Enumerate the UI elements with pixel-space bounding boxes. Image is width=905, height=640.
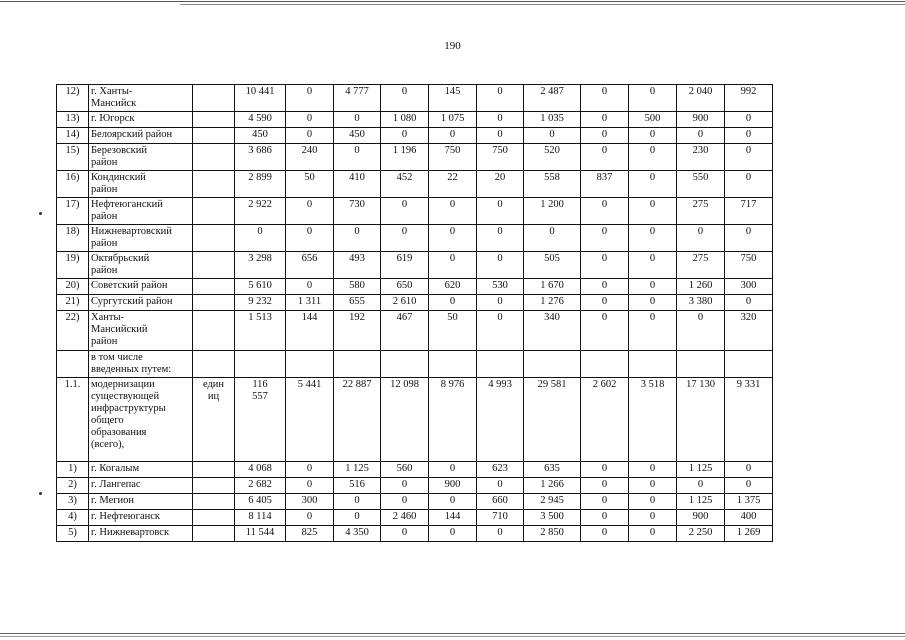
value-cell: 4 350 xyxy=(334,526,381,542)
value-cell: 20 xyxy=(477,171,524,198)
row-index: 18) xyxy=(57,225,89,252)
value-cell: 0 xyxy=(334,225,381,252)
row-unit xyxy=(193,295,235,311)
table-row xyxy=(57,225,773,252)
row-index: 4) xyxy=(57,510,89,526)
value-cell: 0 xyxy=(524,225,581,252)
value-cell: 0 xyxy=(629,85,677,112)
row-unit xyxy=(193,252,235,279)
table-row xyxy=(57,351,773,378)
value-cell xyxy=(286,351,334,378)
value-cell: 9 232 xyxy=(235,295,286,311)
value-cell: 825 xyxy=(286,526,334,542)
value-cell: 0 xyxy=(381,478,429,494)
value-cell: 0 xyxy=(725,112,773,128)
value-cell: 0 xyxy=(286,510,334,526)
value-cell: 0 xyxy=(629,128,677,144)
value-cell: 2 899 xyxy=(235,171,286,198)
value-cell: 650 xyxy=(381,279,429,295)
row-unit xyxy=(193,478,235,494)
value-cell: 500 xyxy=(629,112,677,128)
value-cell: 0 xyxy=(725,225,773,252)
value-cell xyxy=(235,351,286,378)
value-cell: 1 200 xyxy=(524,198,581,225)
value-cell: 17 130 xyxy=(677,378,725,462)
value-cell: 0 xyxy=(629,279,677,295)
value-cell: 750 xyxy=(477,144,524,171)
value-cell: 1 125 xyxy=(677,494,725,510)
value-cell: 623 xyxy=(477,462,524,478)
row-unit xyxy=(193,462,235,478)
value-cell: 2 922 xyxy=(235,198,286,225)
value-cell: 0 xyxy=(286,85,334,112)
value-cell: 1 125 xyxy=(334,462,381,478)
value-cell: 0 xyxy=(677,128,725,144)
row-name: г. Югорск xyxy=(89,112,193,128)
row-name: г. Нижневартовск xyxy=(89,526,193,542)
value-cell: 0 xyxy=(381,526,429,542)
value-cell xyxy=(381,351,429,378)
value-cell: 0 xyxy=(725,171,773,198)
value-cell: 3 500 xyxy=(524,510,581,526)
value-cell: 2 487 xyxy=(524,85,581,112)
table-row xyxy=(57,128,773,144)
data-table xyxy=(56,84,773,542)
value-cell: 520 xyxy=(524,144,581,171)
value-cell: 710 xyxy=(477,510,524,526)
value-cell: 660 xyxy=(477,494,524,510)
table-body xyxy=(57,85,773,542)
table-row xyxy=(57,478,773,494)
value-cell: 655 xyxy=(334,295,381,311)
value-cell: 0 xyxy=(581,311,629,351)
value-cell: 0 xyxy=(725,295,773,311)
row-index: 5) xyxy=(57,526,89,542)
value-cell: 560 xyxy=(381,462,429,478)
value-cell xyxy=(677,351,725,378)
value-cell: 0 xyxy=(477,295,524,311)
value-cell: 0 xyxy=(429,295,477,311)
value-cell: 0 xyxy=(629,225,677,252)
value-cell: 0 xyxy=(429,252,477,279)
value-cell: 0 xyxy=(381,494,429,510)
value-cell: 9 331 xyxy=(725,378,773,462)
table-row xyxy=(57,295,773,311)
value-cell: 340 xyxy=(524,311,581,351)
value-cell: 2 602 xyxy=(581,378,629,462)
row-unit xyxy=(193,526,235,542)
value-cell: 1 513 xyxy=(235,311,286,351)
value-cell: 0 xyxy=(477,311,524,351)
value-cell: 0 xyxy=(629,526,677,542)
value-cell: 0 xyxy=(286,128,334,144)
value-cell: 0 xyxy=(429,128,477,144)
value-cell: 0 xyxy=(581,252,629,279)
value-cell: 1 266 xyxy=(524,478,581,494)
value-cell: 50 xyxy=(429,311,477,351)
value-cell: 320 xyxy=(725,311,773,351)
value-cell: 493 xyxy=(334,252,381,279)
value-cell xyxy=(429,351,477,378)
value-cell: 0 xyxy=(334,494,381,510)
value-cell: 0 xyxy=(429,494,477,510)
value-cell: 1 260 xyxy=(677,279,725,295)
value-cell: 300 xyxy=(286,494,334,510)
scan-edge-top-inner xyxy=(180,4,905,5)
value-cell: 0 xyxy=(286,279,334,295)
margin-mark xyxy=(39,212,42,215)
row-name: Советский район xyxy=(89,279,193,295)
table-row xyxy=(57,85,773,112)
value-cell: 0 xyxy=(725,462,773,478)
value-cell: 0 xyxy=(581,510,629,526)
value-cell: 0 xyxy=(677,311,725,351)
row-name: Ханты- Мансийский район xyxy=(89,311,193,351)
row-index: 22) xyxy=(57,311,89,351)
row-index: 1) xyxy=(57,462,89,478)
value-cell: 0 xyxy=(477,478,524,494)
value-cell: 635 xyxy=(524,462,581,478)
value-cell: 450 xyxy=(235,128,286,144)
value-cell: 1 125 xyxy=(677,462,725,478)
value-cell: 1 375 xyxy=(725,494,773,510)
value-cell: 0 xyxy=(581,279,629,295)
value-cell: 0 xyxy=(581,112,629,128)
row-index xyxy=(57,351,89,378)
row-unit xyxy=(193,510,235,526)
table-row xyxy=(57,510,773,526)
value-cell: 0 xyxy=(629,144,677,171)
value-cell: 145 xyxy=(429,85,477,112)
row-index: 21) xyxy=(57,295,89,311)
value-cell: 750 xyxy=(429,144,477,171)
value-cell: 8 114 xyxy=(235,510,286,526)
value-cell: 0 xyxy=(629,252,677,279)
row-unit: един иц xyxy=(193,378,235,462)
table-row xyxy=(57,198,773,225)
value-cell: 22 887 xyxy=(334,378,381,462)
value-cell: 0 xyxy=(581,144,629,171)
scan-edge-top xyxy=(0,1,905,2)
row-index: 15) xyxy=(57,144,89,171)
value-cell: 0 xyxy=(581,494,629,510)
row-unit xyxy=(193,311,235,351)
value-cell: 2 682 xyxy=(235,478,286,494)
value-cell: 0 xyxy=(629,510,677,526)
page-number: 190 xyxy=(444,40,461,52)
value-cell: 0 xyxy=(286,225,334,252)
value-cell: 22 xyxy=(429,171,477,198)
value-cell: 717 xyxy=(725,198,773,225)
value-cell: 230 xyxy=(677,144,725,171)
row-name: г. Когалым xyxy=(89,462,193,478)
table-row xyxy=(57,279,773,295)
table-row xyxy=(57,171,773,198)
value-cell: 0 xyxy=(581,295,629,311)
value-cell: 837 xyxy=(581,171,629,198)
row-unit xyxy=(193,198,235,225)
value-cell: 0 xyxy=(629,295,677,311)
value-cell: 2 610 xyxy=(381,295,429,311)
value-cell: 8 976 xyxy=(429,378,477,462)
value-cell: 0 xyxy=(477,112,524,128)
table-row xyxy=(57,526,773,542)
value-cell: 410 xyxy=(334,171,381,198)
value-cell: 530 xyxy=(477,279,524,295)
value-cell: 5 441 xyxy=(286,378,334,462)
value-cell: 452 xyxy=(381,171,429,198)
value-cell: 0 xyxy=(286,462,334,478)
value-cell: 0 xyxy=(286,112,334,128)
value-cell xyxy=(581,351,629,378)
value-cell: 240 xyxy=(286,144,334,171)
table-row xyxy=(57,112,773,128)
value-cell: 400 xyxy=(725,510,773,526)
value-cell: 275 xyxy=(677,252,725,279)
value-cell: 900 xyxy=(677,510,725,526)
value-cell: 12 098 xyxy=(381,378,429,462)
row-name: Березовский район xyxy=(89,144,193,171)
value-cell xyxy=(334,351,381,378)
value-cell xyxy=(725,351,773,378)
value-cell: 3 518 xyxy=(629,378,677,462)
value-cell: 550 xyxy=(677,171,725,198)
value-cell: 0 xyxy=(629,311,677,351)
table-row xyxy=(57,311,773,351)
value-cell: 144 xyxy=(429,510,477,526)
table-row xyxy=(57,252,773,279)
value-cell: 0 xyxy=(477,225,524,252)
scan-edge-bottom-inner xyxy=(0,636,905,637)
value-cell: 0 xyxy=(581,478,629,494)
value-cell: 0 xyxy=(334,510,381,526)
value-cell: 1 035 xyxy=(524,112,581,128)
row-name: г. Ханты- Мансийск xyxy=(89,85,193,112)
value-cell: 0 xyxy=(429,225,477,252)
table-row xyxy=(57,494,773,510)
value-cell: 2 250 xyxy=(677,526,725,542)
table-row xyxy=(57,462,773,478)
value-cell: 900 xyxy=(429,478,477,494)
row-index: 12) xyxy=(57,85,89,112)
row-index: 20) xyxy=(57,279,89,295)
value-cell: 0 xyxy=(581,128,629,144)
value-cell: 275 xyxy=(677,198,725,225)
row-index: 17) xyxy=(57,198,89,225)
row-index: 3) xyxy=(57,494,89,510)
value-cell: 580 xyxy=(334,279,381,295)
value-cell: 3 298 xyxy=(235,252,286,279)
row-name: г. Нефтеюганск xyxy=(89,510,193,526)
value-cell: 0 xyxy=(334,144,381,171)
value-cell: 300 xyxy=(725,279,773,295)
value-cell: 558 xyxy=(524,171,581,198)
table-row xyxy=(57,144,773,171)
value-cell: 1 269 xyxy=(725,526,773,542)
value-cell: 4 993 xyxy=(477,378,524,462)
row-index: 1.1. xyxy=(57,378,89,462)
value-cell xyxy=(524,351,581,378)
row-name: модернизации существующей инфраструктуры общего образования (всего), xyxy=(89,378,193,462)
row-unit xyxy=(193,128,235,144)
margin-mark xyxy=(39,492,42,495)
row-index: 2) xyxy=(57,478,89,494)
value-cell: 1 670 xyxy=(524,279,581,295)
row-unit xyxy=(193,351,235,378)
value-cell: 192 xyxy=(334,311,381,351)
value-cell: 4 777 xyxy=(334,85,381,112)
value-cell: 730 xyxy=(334,198,381,225)
value-cell: 450 xyxy=(334,128,381,144)
row-name: Белоярский район xyxy=(89,128,193,144)
row-unit xyxy=(193,494,235,510)
value-cell: 2 850 xyxy=(524,526,581,542)
value-cell: 1 311 xyxy=(286,295,334,311)
value-cell: 0 xyxy=(429,198,477,225)
value-cell: 0 xyxy=(381,128,429,144)
scan-edge-bottom xyxy=(0,633,905,634)
value-cell: 0 xyxy=(581,526,629,542)
value-cell: 11 544 xyxy=(235,526,286,542)
value-cell: 0 xyxy=(429,526,477,542)
value-cell: 0 xyxy=(477,526,524,542)
row-index: 13) xyxy=(57,112,89,128)
value-cell: 505 xyxy=(524,252,581,279)
value-cell: 2 945 xyxy=(524,494,581,510)
value-cell: 0 xyxy=(581,462,629,478)
value-cell: 0 xyxy=(429,462,477,478)
value-cell: 4 590 xyxy=(235,112,286,128)
value-cell: 0 xyxy=(629,478,677,494)
value-cell: 0 xyxy=(629,198,677,225)
value-cell: 516 xyxy=(334,478,381,494)
value-cell: 0 xyxy=(629,462,677,478)
value-cell: 0 xyxy=(334,112,381,128)
value-cell: 0 xyxy=(629,494,677,510)
row-index: 19) xyxy=(57,252,89,279)
value-cell: 3 380 xyxy=(677,295,725,311)
value-cell: 0 xyxy=(286,478,334,494)
row-index: 14) xyxy=(57,128,89,144)
value-cell: 1 075 xyxy=(429,112,477,128)
row-unit xyxy=(193,112,235,128)
value-cell: 0 xyxy=(286,198,334,225)
row-unit xyxy=(193,85,235,112)
value-cell: 10 441 xyxy=(235,85,286,112)
row-name: г. Мегион xyxy=(89,494,193,510)
value-cell: 656 xyxy=(286,252,334,279)
row-name: г. Лангепас xyxy=(89,478,193,494)
value-cell: 0 xyxy=(677,225,725,252)
row-unit xyxy=(193,279,235,295)
value-cell: 2 040 xyxy=(677,85,725,112)
value-cell: 0 xyxy=(725,128,773,144)
row-name: Кондинский район xyxy=(89,171,193,198)
value-cell: 750 xyxy=(725,252,773,279)
value-cell: 0 xyxy=(381,85,429,112)
value-cell: 0 xyxy=(524,128,581,144)
row-unit xyxy=(193,171,235,198)
value-cell: 467 xyxy=(381,311,429,351)
row-name: Нижневартовский район xyxy=(89,225,193,252)
value-cell: 1 276 xyxy=(524,295,581,311)
value-cell: 0 xyxy=(477,252,524,279)
value-cell: 0 xyxy=(381,198,429,225)
row-unit xyxy=(193,144,235,171)
value-cell: 6 405 xyxy=(235,494,286,510)
value-cell: 0 xyxy=(725,144,773,171)
value-cell: 1 080 xyxy=(381,112,429,128)
value-cell: 620 xyxy=(429,279,477,295)
value-cell: 5 610 xyxy=(235,279,286,295)
value-cell: 29 581 xyxy=(524,378,581,462)
table-row xyxy=(57,378,773,462)
row-name: Сургутский район xyxy=(89,295,193,311)
value-cell: 0 xyxy=(581,85,629,112)
value-cell: 4 068 xyxy=(235,462,286,478)
row-name: Нефтеюганский район xyxy=(89,198,193,225)
value-cell: 992 xyxy=(725,85,773,112)
value-cell: 0 xyxy=(477,128,524,144)
value-cell: 0 xyxy=(235,225,286,252)
value-cell: 3 686 xyxy=(235,144,286,171)
row-unit xyxy=(193,225,235,252)
row-index: 16) xyxy=(57,171,89,198)
value-cell: 0 xyxy=(581,198,629,225)
row-name: в том числе введенных путем: xyxy=(89,351,193,378)
row-name: Октябрьский район xyxy=(89,252,193,279)
value-cell: 144 xyxy=(286,311,334,351)
value-cell: 900 xyxy=(677,112,725,128)
value-cell: 2 460 xyxy=(381,510,429,526)
value-cell: 0 xyxy=(677,478,725,494)
value-cell: 0 xyxy=(581,225,629,252)
value-cell: 619 xyxy=(381,252,429,279)
value-cell: 1 196 xyxy=(381,144,429,171)
value-cell xyxy=(477,351,524,378)
value-cell: 0 xyxy=(477,85,524,112)
value-cell: 0 xyxy=(629,171,677,198)
value-cell xyxy=(629,351,677,378)
value-cell: 0 xyxy=(725,478,773,494)
value-cell: 0 xyxy=(477,198,524,225)
value-cell: 116 557 xyxy=(235,378,286,462)
value-cell: 0 xyxy=(381,225,429,252)
value-cell: 50 xyxy=(286,171,334,198)
